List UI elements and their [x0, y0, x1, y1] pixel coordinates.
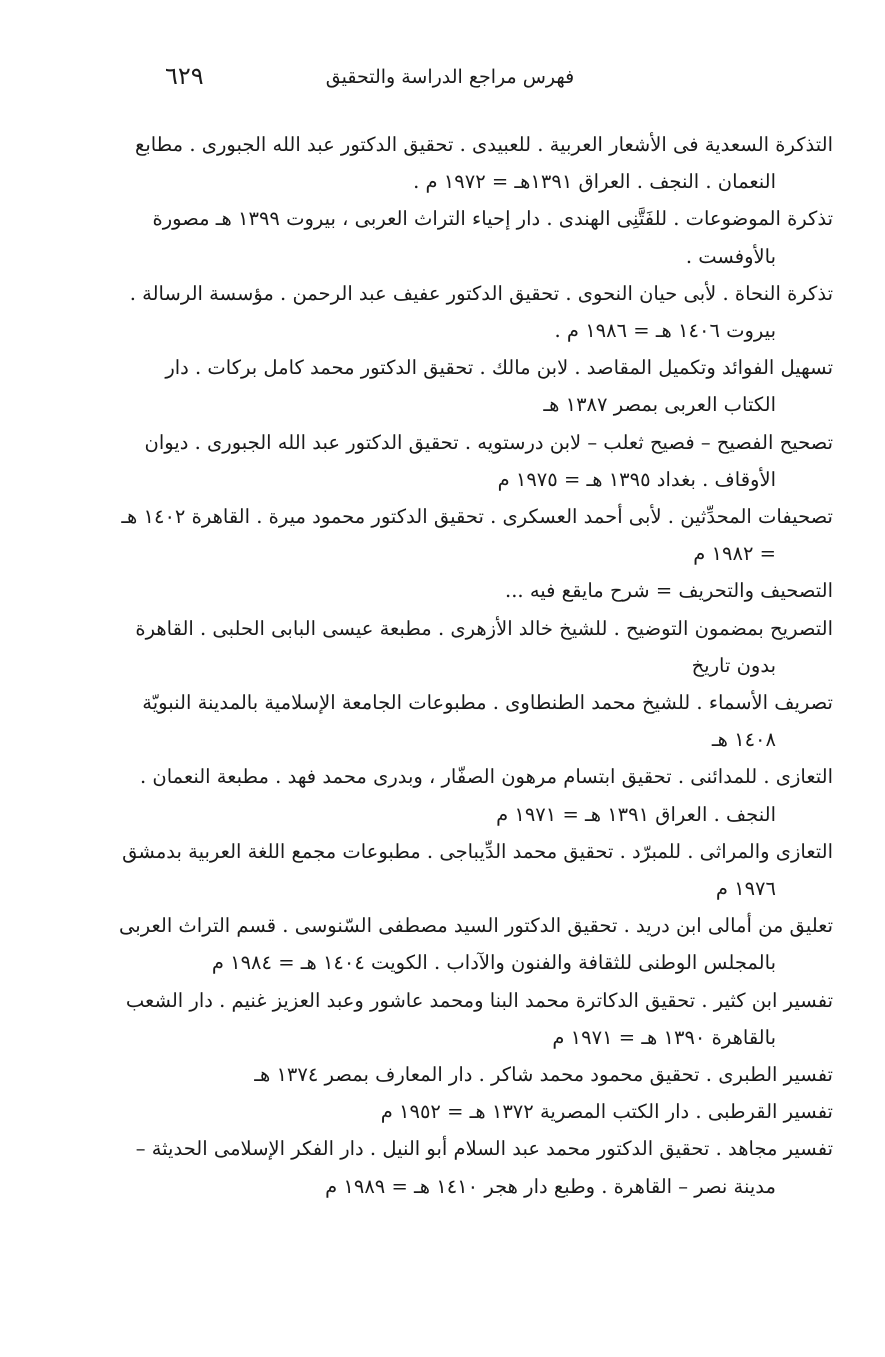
bibliography-entry — [136, 349, 833, 423]
bibliography-entry — [136, 126, 833, 200]
bibliography-entry — [129, 275, 833, 349]
entry-first-line: تفسير مجاهد . تحقيق الدكتور محمد عبد السلام أبو النيل . دار الفكر الإسلامى الحديثة – — [135, 1137, 833, 1161]
entry-continuation-line: الكتاب العربى بمصر ١٣٨٧ هـ — [543, 393, 776, 417]
entry-continuation-line: النجف . العراق ١٣٩١ هـ = ١٩٧١ م — [496, 802, 776, 826]
entry-continuation-line: بيروت ١٤٠٦ هـ = ١٩٨٦ م . — [554, 319, 776, 343]
bibliography-list — [119, 126, 833, 1205]
bibliography-entry — [121, 498, 833, 572]
entry-first-line: التعازى والمراثى . للمبرّد . تحقيق محمد الدِّيباجى . مطبوعات مجمع اللغة العربية بدمشق — [122, 839, 833, 863]
bibliography-entry — [136, 424, 833, 498]
bibliography-entry — [122, 833, 833, 907]
entry-continuation-line: ١٤٠٨ هـ — [711, 728, 776, 752]
entry-first-line: التعازى . للمدائنى . تحقيق ابتسام مرهون الصفّار ، وبدرى محمد فهد . مطبعة النعمان . — [140, 765, 833, 789]
bibliography-entry — [125, 982, 833, 1056]
entry-first-line: تسهيل الفوائد وتكميل المقاصد . لابن مالك . تحقيق الدكتور محمد كامل بركات . دار — [165, 356, 833, 380]
entry-continuation-line: بدون تاريخ — [691, 653, 776, 677]
entry-first-line: تذكرة النحاة . لأبى حيان النحوى . تحقيق الدكتور عفيف عبد الرحمن . مؤسسة الرسالة . — [129, 281, 833, 305]
bibliography-entry — [136, 610, 833, 684]
entry-first-line: تفسير ابن كثير . تحقيق الدكاترة محمد البنا ومحمد عاشور وعبد العزيز غنيم . دار الشعب — [125, 988, 833, 1012]
entry-first-line: التصحيف والتحريف = شرح مايقع فيه ... — [505, 579, 833, 603]
bibliography-entry — [136, 200, 833, 274]
entry-continuation-line: بالقاهرة ١٣٩٠ هـ = ١٩٧١ م — [552, 1025, 776, 1049]
entry-first-line: تفسير القرطبى . دار الكتب المصرية ١٣٧٢ هـ = ١٩٥٢ م — [380, 1100, 833, 1124]
entry-first-line: تصحيح الفصيح – فصيح ثعلب – لابن درستويه . تحقيق الدكتور عبد الله الجبورى . ديوان — [144, 430, 833, 454]
entry-continuation-line: الأوقاف . بغداد ١٣٩٥ هـ = ١٩٧٥ م — [497, 467, 776, 491]
entry-first-line: تفسير الطبرى . تحقيق محمود محمد شاكر . دار المعارف بمصر ١٣٧٤ هـ — [254, 1063, 833, 1087]
entry-continuation-line: بالأوفست . — [685, 244, 776, 268]
bibliography-entry — [136, 1093, 833, 1130]
bibliography-entry — [136, 1130, 833, 1204]
running-title: فهرس مراجع الدراسة والتحقيق — [325, 66, 575, 88]
entry-first-line: تذكرة الموضوعات . للفَتَّنِى الهندى . دار إحياء التراث العربى ، بيروت ١٣٩٩ هـ مصورة — [152, 207, 833, 231]
bibliography-entry — [119, 907, 833, 981]
bibliography-entry — [136, 1056, 833, 1093]
entry-first-line: التصريح بمضمون التوضيح . للشيخ خالد الأزهرى . مطبعة عيسى البابى الحلبى . القاهرة — [135, 616, 833, 640]
entry-continuation-line: بالمجلس الوطنى للثقافة والفنون والآداب . الكويت ١٤٠٤ هـ = ١٩٨٤ م — [211, 951, 776, 975]
bibliography-entry — [136, 572, 833, 609]
entry-continuation-line: مدينة نصر – القاهرة . وطبع دار هجر ١٤١٠ هـ = ١٩٨٩ م — [325, 1174, 776, 1198]
entry-first-line: التذكرة السعدية فى الأشعار العربية . للعبيدى . تحقيق الدكتور عبد الله الجبورى . مطابع — [134, 133, 833, 156]
bibliography-entry — [136, 758, 833, 832]
entry-continuation-line: = ١٩٨٢ م — [693, 542, 776, 566]
entry-first-line: تصريف الأسماء . للشيخ محمد الطنطاوى . مطبوعات الجامعة الإسلامية بالمدينة النبويّة — [142, 691, 833, 715]
bibliography-entry — [136, 684, 833, 758]
entry-continuation-line: النعمان . النجف . العراق ١٣٩١هـ = ١٩٧٢ م . — [413, 170, 776, 194]
entry-first-line: تعليق من أمالى ابن دريد . تحقيق الدكتور السيد مصطفى السّنوسى . قسم التراث العربى — [119, 914, 833, 938]
entry-first-line: تصحيفات المحدِّثين . لأبى أحمد العسكرى . تحقيق الدكتور محمود ميرة . القاهرة ١٤٠٢ هـ — [121, 505, 833, 529]
entry-continuation-line: ١٩٧٦ م — [715, 877, 776, 901]
page-number: ٦٢٩ — [165, 62, 204, 90]
